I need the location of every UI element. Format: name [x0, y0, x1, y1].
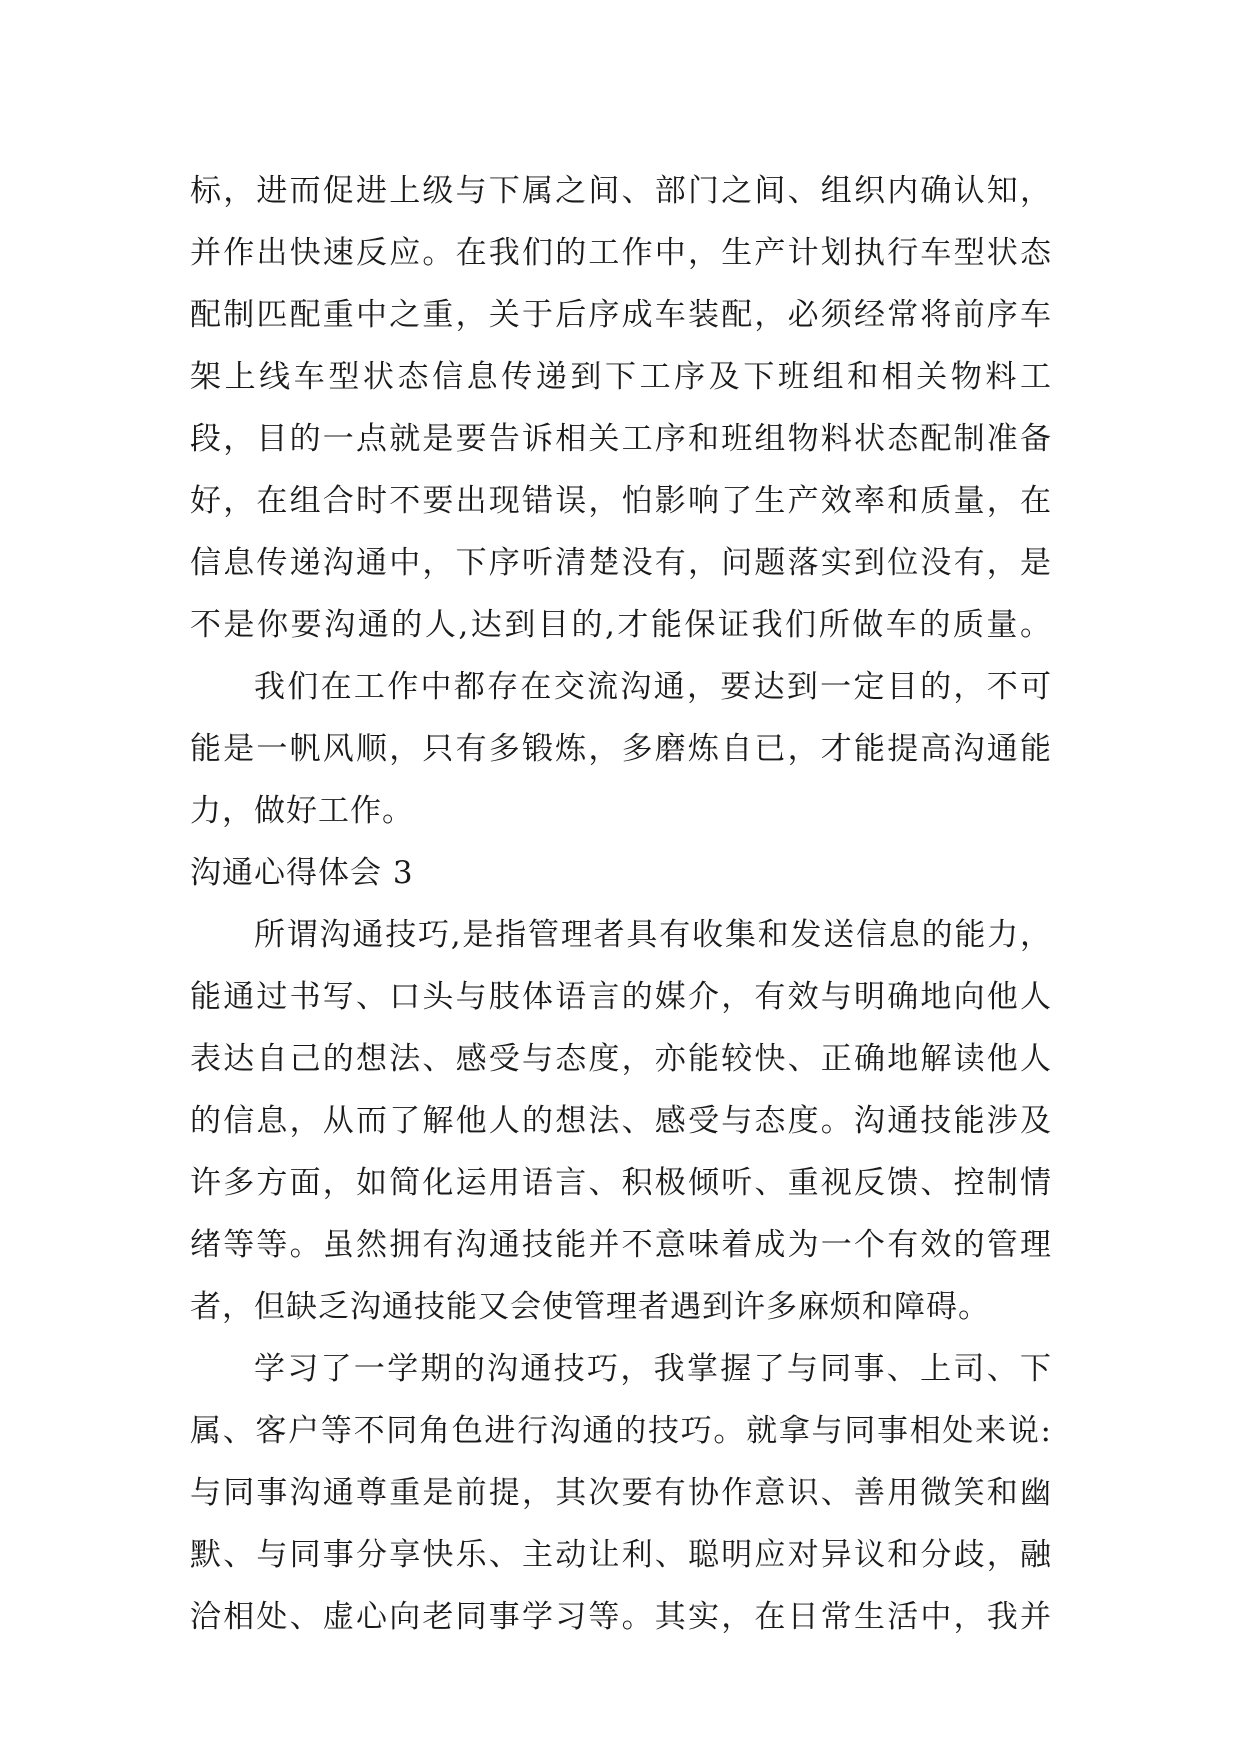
- text-line: 的信息，从而了解他人的想法、感受与态度。沟通技能涉及: [190, 1103, 1052, 1139]
- text-line: 许多方面，如简化运用语言、积极倾听、重视反馈、控制情: [190, 1165, 1052, 1201]
- text-line: 段，目的一点就是要告诉相关工序和班组物料状态配制准备: [190, 421, 1052, 457]
- text-line: 配制匹配重中之重，关于后序成车装配，必须经常将前序车: [190, 297, 1052, 333]
- text-line: 所谓沟通技巧,是指管理者具有收集和发送信息的能力，: [254, 917, 1052, 953]
- paragraph-3: [190, 904, 1052, 1338]
- text-line: 力，做好工作。: [190, 793, 414, 829]
- section-heading: 沟通心得体会 3: [190, 855, 414, 891]
- text-line: 不是你要沟通的人,达到目的,才能保证我们所做车的质量。: [190, 607, 1052, 643]
- text-line: 信息传递沟通中，下序听清楚没有，问题落实到位没有，是: [190, 545, 1052, 581]
- text-line: 学习了一学期的沟通技巧，我掌握了与同事、上司、下: [254, 1351, 1052, 1387]
- text-line: 绪等等。虽然拥有沟通技能并不意味着成为一个有效的管理: [190, 1227, 1052, 1263]
- document-body: [190, 160, 1052, 1648]
- paragraph-2: [190, 656, 1052, 842]
- text-line: 架上线车型状态信息传递到下工序及下班组和相关物料工: [190, 359, 1052, 395]
- text-line: 属、客户等不同角色进行沟通的技巧。就拿与同事相处来说:: [190, 1413, 1052, 1449]
- text-line: 标，进而促进上级与下属之间、部门之间、组织内确认知，: [190, 173, 1052, 209]
- text-line: 能通过书写、口头与肢体语言的媒介，有效与明确地向他人: [190, 979, 1052, 1015]
- text-line: 我们在工作中都存在交流沟通，要达到一定目的，不可: [254, 669, 1052, 705]
- text-line: 默、与同事分享快乐、主动让利、聪明应对异议和分歧，融: [190, 1537, 1052, 1573]
- text-line: 能是一帆风顺，只有多锻炼，多磨炼自已，才能提高沟通能: [190, 731, 1052, 767]
- text-line: 表达自己的想法、感受与态度，亦能较快、正确地解读他人: [190, 1041, 1052, 1077]
- text-line: 好，在组合时不要出现错误，怕影响了生产效率和质量，在: [190, 483, 1052, 519]
- text-line: 者，但缺乏沟通技能又会使管理者遇到许多麻烦和障碍。: [190, 1289, 990, 1325]
- text-line: 与同事沟通尊重是前提，其次要有协作意识、善用微笑和幽: [190, 1475, 1052, 1511]
- paragraph-4: [190, 1338, 1052, 1648]
- paragraph-1: [190, 160, 1052, 656]
- text-line: 并作出快速反应。在我们的工作中，生产计划执行车型状态: [190, 235, 1052, 271]
- text-line: 洽相处、虚心向老同事学习等。其实，在日常生活中，我并: [190, 1599, 1052, 1635]
